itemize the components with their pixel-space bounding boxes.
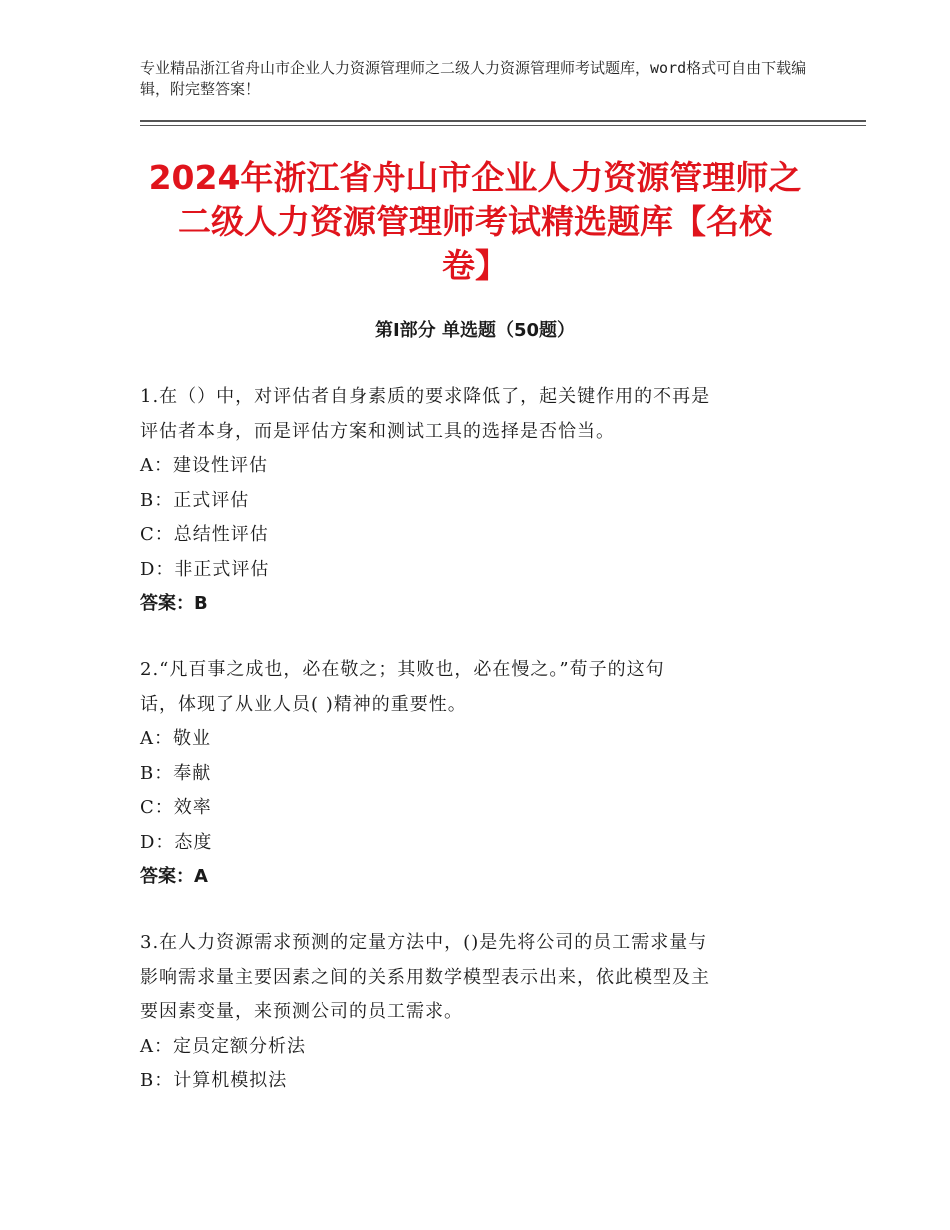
question-stem-line: 要因素变量，来预测公司的员工需求。	[140, 1001, 463, 1022]
question-stem-line: 1.在（）中，对评估者自身素质的要求降低了，起关键作用的不再是	[140, 386, 711, 407]
option-a: A：定员定额分析法	[140, 1035, 306, 1057]
answer: 答案：B	[140, 593, 208, 614]
option-b: B：计算机模拟法	[140, 1070, 288, 1091]
question-stem-line: 评估者本身，而是评估方案和测试工具的选择是否恰当。	[140, 420, 615, 442]
question-1	[140, 380, 800, 622]
header-note: 专业精品浙江省舟山市企业人力资源管理师之二级人力资源管理师考试题库，word格式可自由下载编辑，附完整答案！	[140, 59, 807, 98]
option-b: B：正式评估	[140, 489, 250, 511]
title-line: 2024年浙江省舟山市企业人力资源管理师之	[148, 158, 802, 197]
option-b: B：奉献	[140, 762, 212, 784]
option-a: A：建设性评估	[140, 455, 268, 476]
question-stem-line: 影响需求量主要因素之间的关系用数学模型表示出来，依此模型及主	[140, 966, 710, 988]
header-rule-thin	[140, 125, 866, 126]
question-stem-line: 2.“凡百事之成也，必在敬之；其败也，必在慢之。”荀子的这句	[140, 659, 665, 680]
question-stem-line: 话，体现了从业人员( )精神的重要性。	[140, 693, 467, 715]
option-d: D：非正式评估	[140, 558, 270, 580]
question-2	[140, 653, 800, 895]
answer: 答案：A	[140, 866, 208, 887]
document-title	[120, 156, 830, 288]
header-rule-thick	[140, 120, 866, 122]
title-line: 二级人力资源管理师考试精选题库【名校	[178, 202, 772, 241]
option-d: D：态度	[140, 831, 213, 853]
title-line: 卷】	[442, 246, 508, 285]
question-stem-line: 3.在人力资源需求预测的定量方法中，()是先将公司的员工需求量与	[140, 932, 708, 953]
question-3	[140, 926, 800, 1099]
option-a: A：敬业	[140, 728, 211, 749]
section-heading: 第Ⅰ部分 单选题（50题）	[374, 320, 575, 341]
option-c: C：总结性评估	[140, 524, 269, 545]
option-c: C：效率	[140, 797, 212, 818]
